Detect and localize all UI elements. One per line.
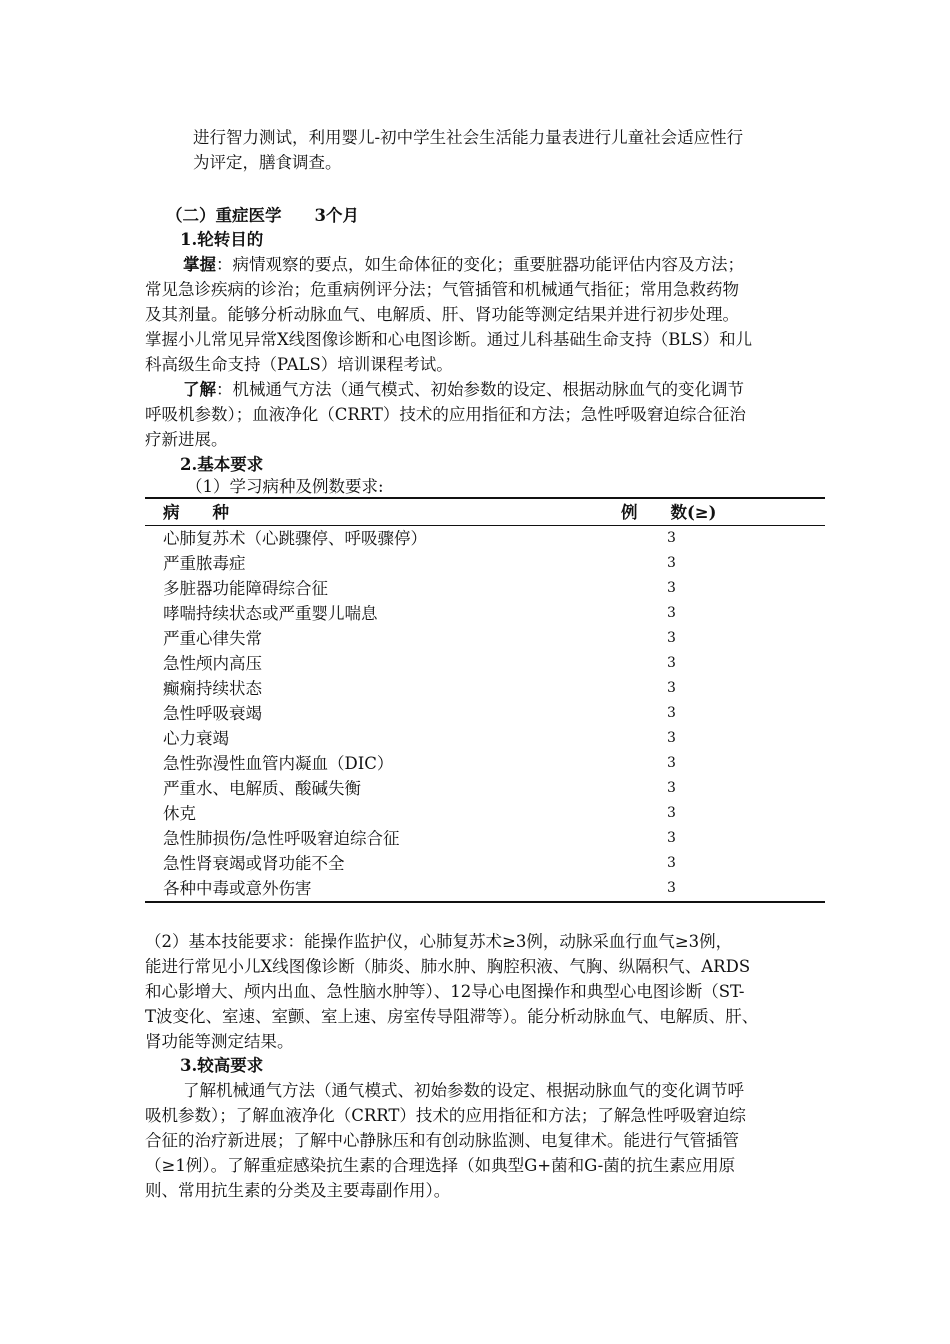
table-row <box>145 651 825 676</box>
table-row <box>145 851 825 876</box>
case-count: 3 <box>667 580 676 596</box>
master-line: 科高级生命支持（PALS）培训课程考试。 <box>145 355 453 374</box>
advanced-line: 合征的治疗新进展；了解中心静脉压和有创动脉监测、电复律术。能进行气管插管 <box>145 1131 739 1150</box>
table-caption: （1）学习病种及例数要求: <box>186 477 384 496</box>
master-line: 掌握小儿常见异常X线图像诊断和心电图诊断。通过儿科基础生命支持（BLS）和儿 <box>145 330 753 349</box>
table-row <box>145 801 825 826</box>
master-line: 及其剂量。能够分析动脉血气、电解质、肝、肾功能等测定结果并进行初步处理。 <box>145 305 739 324</box>
know-line: 呼吸机参数）；血液净化（CRRT）技术的应用指征和方法；急性呼吸窘迫综合征治 <box>145 405 746 424</box>
case-count: 3 <box>667 605 676 621</box>
case-count: 3 <box>667 755 676 771</box>
header-disease: 病 种 <box>163 503 229 522</box>
know-label: 了解 <box>183 380 216 399</box>
table-bottom-rule <box>145 901 825 903</box>
table-row <box>145 726 825 751</box>
disease-name: 各种中毒或意外伤害 <box>163 879 312 898</box>
disease-name: 心肺复苏术（心跳骤停、呼吸骤停） <box>163 529 427 548</box>
disease-name: 急性肾衰竭或肾功能不全 <box>163 854 345 873</box>
table-row <box>145 551 825 576</box>
know-first-line <box>183 377 744 402</box>
case-count: 3 <box>667 780 676 796</box>
case-count: 3 <box>667 730 676 746</box>
case-count: 3 <box>667 880 676 896</box>
section-heading: （二）重症医学 3个月 <box>166 206 359 225</box>
skills-line: 肾功能等测定结果。 <box>145 1032 294 1051</box>
case-count: 3 <box>667 830 676 846</box>
table-row <box>145 626 825 651</box>
skills-line: 和心影增大、颅内出血、急性脑水肿等）、12导心电图操作和典型心电图诊断（ST- <box>145 982 745 1001</box>
table-row <box>145 526 825 551</box>
disease-name: 休克 <box>163 804 196 823</box>
disease-name: 严重心律失常 <box>163 629 262 648</box>
rotation-goal-title: 1.轮转目的 <box>180 230 264 249</box>
table-row <box>145 826 825 851</box>
skills-line: （2）基本技能要求：能操作监护仪，心肺复苏术≥3例，动脉采血行血气≥3例， <box>145 932 733 951</box>
table-top-rule <box>145 497 825 499</box>
intro-line-1: 进行智力测试，利用婴儿-初中学生社会生活能力量表进行儿童社会适应性行 <box>193 128 744 147</box>
master-line: 常见急诊疾病的诊治；危重病例评分法；气管插管和机械通气指征；常用急救药物 <box>145 280 739 299</box>
table-row <box>145 701 825 726</box>
table-row <box>145 776 825 801</box>
disease-name: 急性呼吸衰竭 <box>163 704 262 723</box>
case-count: 3 <box>667 680 676 696</box>
advanced-line: 了解机械通气方法（通气模式、初始参数的设定、根据动脉血气的变化调节呼 <box>183 1081 744 1100</box>
skills-line: 能进行常见小儿X线图像诊断（肺炎、肺水肿、胸腔积液、气胸、纵隔积气、ARDS <box>145 957 751 976</box>
case-count: 3 <box>667 655 676 671</box>
case-count: 3 <box>667 555 676 571</box>
master-text: ：病情观察的要点，如生命体征的变化；重要脏器功能评估内容及方法； <box>216 255 744 274</box>
master-label: 掌握 <box>183 255 216 274</box>
disease-name: 严重水、电解质、酸碱失衡 <box>163 779 361 798</box>
table-row <box>145 876 825 901</box>
case-count: 3 <box>667 630 676 646</box>
advanced-line: 则、常用抗生素的分类及主要毒副作用）。 <box>145 1181 451 1200</box>
disease-name: 急性肺损伤/急性呼吸窘迫综合征 <box>163 829 400 848</box>
disease-name: 急性弥漫性血管内凝血（DIC） <box>163 754 394 773</box>
basic-requirements-title: 2.基本要求 <box>180 455 264 474</box>
advanced-requirements-title: 3.较高要求 <box>180 1056 264 1075</box>
disease-name: 急性颅内高压 <box>163 654 262 673</box>
table-row <box>145 601 825 626</box>
table-row <box>145 576 825 601</box>
intro-line-2: 为评定，膳食调查。 <box>193 153 342 172</box>
table-row <box>145 751 825 776</box>
master-first-line <box>183 252 744 277</box>
disease-name: 哮喘持续状态或严重婴儿喘息 <box>163 604 378 623</box>
skills-line: T波变化、室速、室颤、室上速、房室传导阻滞等）。能分析动脉血气、电解质、肝、 <box>145 1007 759 1026</box>
disease-name: 癫痫持续状态 <box>163 679 262 698</box>
know-text: ：机械通气方法（通气模式、初始参数的设定、根据动脉血气的变化调节 <box>216 380 744 399</box>
advanced-line: （≥1例）。了解重症感染抗生素的合理选择（如典型G+菌和G-菌的抗生素应用原 <box>145 1156 736 1175</box>
table-row <box>145 676 825 701</box>
know-line: 疗新进展。 <box>145 430 228 449</box>
case-count: 3 <box>667 705 676 721</box>
header-count: 例 数(≥) <box>621 503 717 522</box>
disease-name: 心力衰竭 <box>163 729 229 748</box>
case-count: 3 <box>667 530 676 546</box>
case-count: 3 <box>667 855 676 871</box>
disease-name: 严重脓毒症 <box>163 554 246 573</box>
advanced-line: 吸机参数）；了解血液净化（CRRT）技术的应用指征和方法；了解急性呼吸窘迫综 <box>145 1106 746 1125</box>
case-count: 3 <box>667 805 676 821</box>
disease-name: 多脏器功能障碍综合征 <box>163 579 328 598</box>
